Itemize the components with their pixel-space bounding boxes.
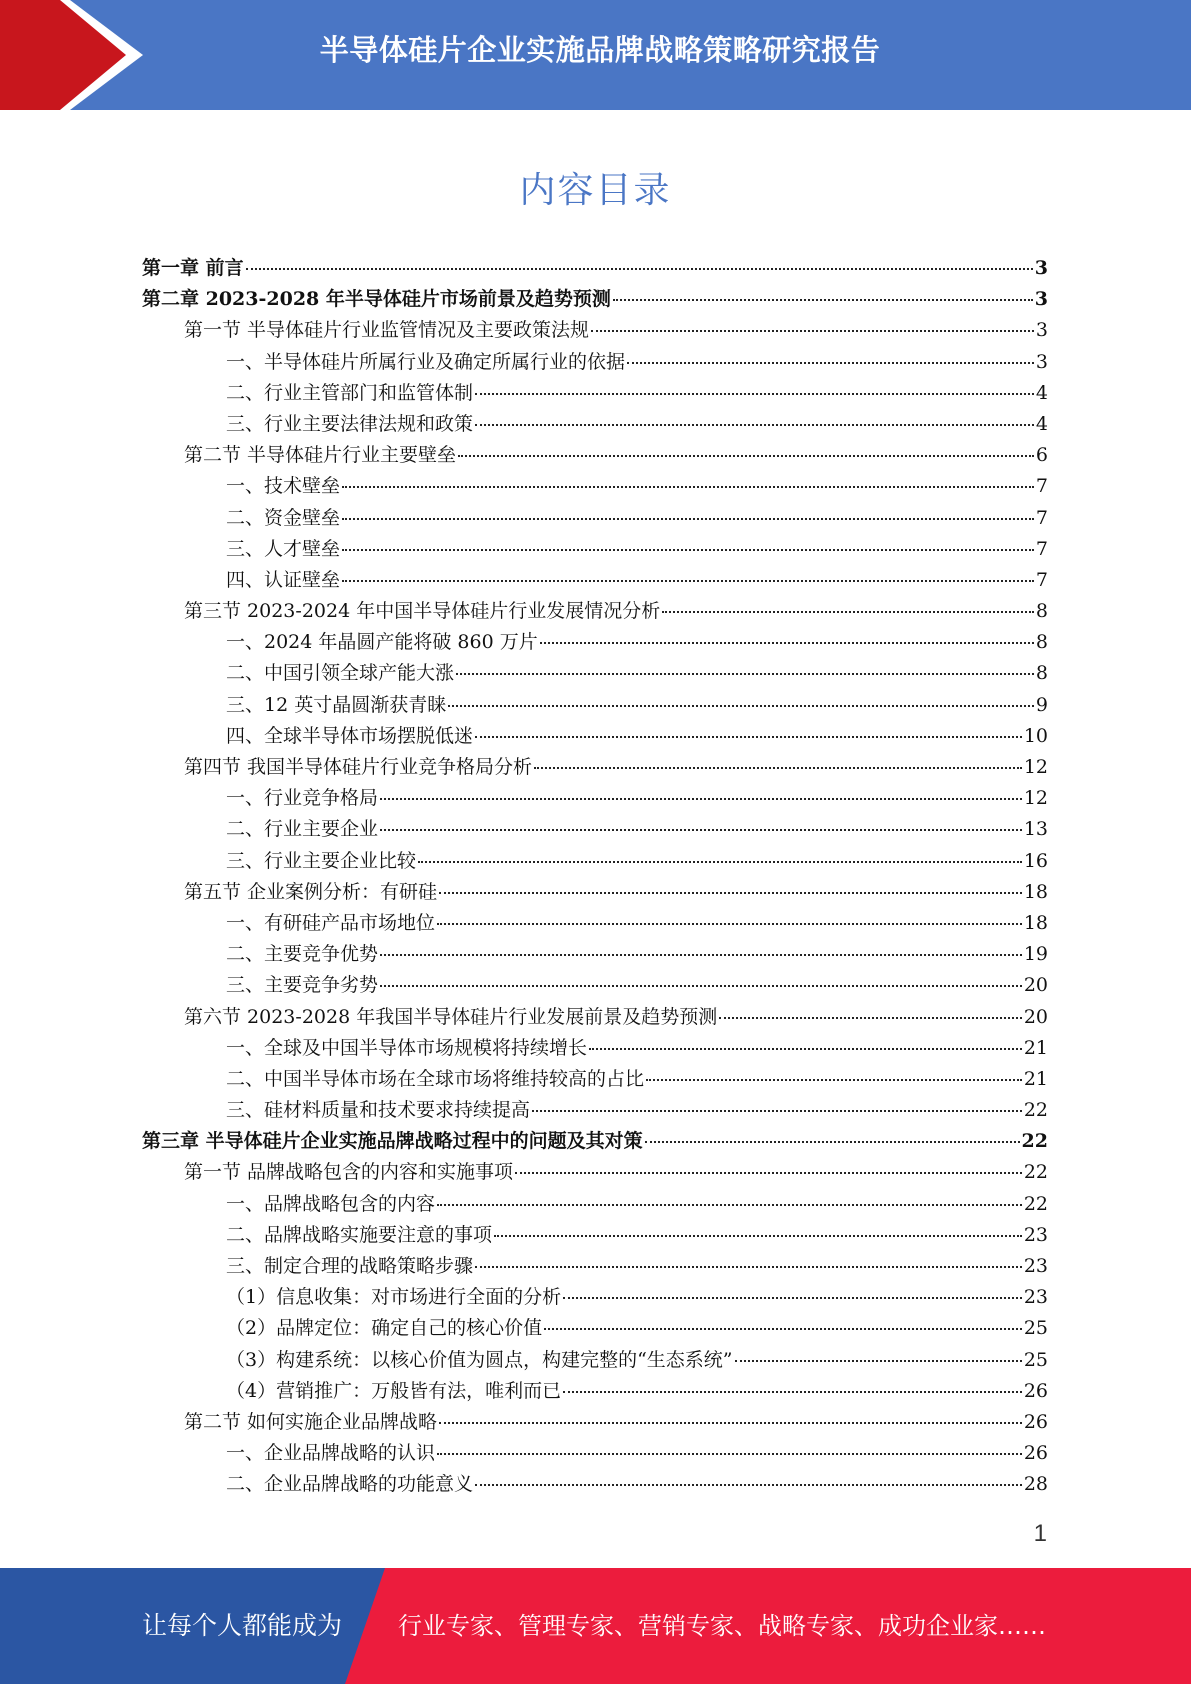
toc-dot-leader [494,1235,1022,1237]
toc-entry-page: 20 [1023,974,1048,997]
toc-entry[interactable] [142,1438,1048,1469]
toc-entry[interactable] [142,721,1048,752]
toc-entry-page: 21 [1023,1067,1048,1090]
toc-entry-label: 第一节 半导体硅片行业监管情况及主要政策法规 [184,319,590,342]
toc-entry[interactable] [142,1064,1048,1095]
toc-entry[interactable] [142,471,1048,502]
toc-entry-label: 第二章 2023-2028 年半导体硅片市场前景及趋势预测 [142,288,611,311]
toc-entry[interactable] [142,378,1048,409]
toc-entry-label: 第二节 如何实施企业品牌战略 [184,1410,438,1433]
toc-entry-label: 第一节 品牌战略包含的内容和实施事项 [184,1161,514,1184]
toc-entry-page: 7 [1035,568,1048,591]
toc-entry-page: 3 [1034,288,1048,311]
toc-entry-page: 26 [1023,1442,1048,1465]
toc-entry-page: 23 [1023,1255,1048,1277]
toc-entry-label: 二、行业主管部门和监管体制 [226,381,474,404]
toc-entry-label: 第四节 我国半导体硅片行业竞争格局分析 [184,756,533,778]
toc-entry-page: 12 [1023,756,1048,778]
toc-entry-label: 一、技术壁垒 [226,475,341,498]
toc-entry-label: 第五节 企业案例分析：有研硅 [184,880,438,903]
toc-entry-label: 二、行业主要企业 [226,818,379,841]
toc-entry-page: 21 [1023,1036,1048,1059]
toc-dot-leader [439,892,1022,894]
toc-entry-page: 23 [1023,1286,1048,1309]
toc-dot-leader [439,1422,1022,1424]
toc-dot-leader [342,549,1034,551]
toc-entry-page: 18 [1023,880,1048,903]
toc-entry-page: 7 [1035,506,1048,529]
toc-entry-page: 26 [1023,1379,1048,1402]
toc-entry[interactable] [142,253,1048,284]
page-header [0,0,1191,110]
toc-entry-page: 6 [1035,444,1048,467]
toc-entry[interactable] [142,1376,1048,1407]
toc-dot-leader [591,330,1034,332]
toc-entry-label: 三、12 英寸晶圆渐获青睐 [226,693,447,716]
toc-dot-leader [475,424,1034,426]
toc-entry-label: 二、中国引领全球产能大涨 [226,662,455,685]
toc-entry-label: 二、品牌战略实施要注意的事项 [226,1223,493,1246]
toc-entry-label: 四、认证壁垒 [226,568,341,591]
toc-entry[interactable] [142,534,1048,565]
toc-entry-page: 18 [1023,911,1048,934]
toc-entry-page: 22 [1023,1161,1048,1184]
toc-entry-label: 一、全球及中国半导体市场规模将持续增长 [226,1036,588,1059]
toc-entry[interactable] [142,1407,1048,1438]
toc-entry[interactable] [142,409,1048,440]
toc-dot-leader [380,954,1022,956]
toc-dot-leader [719,1017,1022,1019]
toc-dot-leader [515,1172,1022,1174]
toc-dot-leader [735,1360,1022,1362]
toc-dot-leader [437,1453,1022,1455]
toc-entry-page: 22 [1023,1099,1048,1122]
toc-entry-label: 三、制定合理的战略策略步骤 [226,1255,474,1277]
toc-entry[interactable] [142,1220,1048,1251]
toc-dot-leader [627,362,1034,364]
toc-entry[interactable] [142,1251,1048,1282]
toc-entry[interactable] [142,1282,1048,1313]
toc-entry[interactable] [142,1189,1048,1220]
toc-dot-leader [662,611,1034,613]
toc-entry-label: 第六节 2023-2028 年我国半导体硅片行业发展前景及趋势预测 [184,1005,718,1028]
toc-entry[interactable] [142,783,1048,814]
table-of-contents [142,253,1048,1501]
toc-dot-leader [613,299,1033,301]
toc-dot-leader [448,705,1034,707]
toc-dot-leader [380,798,1022,800]
toc-entry[interactable] [142,627,1048,658]
toc-entry-label: 三、人才壁垒 [226,537,341,560]
toc-dot-leader [563,1297,1022,1299]
toc-entry[interactable] [142,658,1048,689]
toc-entry-label: 第三章 半导体硅片企业实施品牌战略过程中的问题及其对策 [142,1130,643,1153]
toc-entry-page: 3 [1035,319,1048,342]
toc-entry-page: 8 [1035,631,1048,654]
toc-dot-leader [475,393,1034,395]
toc-entry-label: 第二节 半导体硅片行业主要壁垒 [184,444,457,467]
toc-entry[interactable] [142,440,1048,471]
toc-entry-label: 一、2024 年晶圆产能将破 860 万片 [226,631,538,654]
toc-dot-leader [437,1204,1022,1206]
toc-entry-page: 20 [1023,1005,1048,1028]
toc-dot-leader [544,1328,1022,1330]
toc-dot-leader [540,642,1034,644]
toc-entry-page: 22 [1021,1130,1048,1153]
toc-entry-page: 23 [1023,1223,1048,1246]
toc-entry[interactable] [142,814,1048,845]
toc-entry-label: 二、主要竞争优势 [226,943,379,966]
toc-dot-leader [458,455,1034,457]
toc-entry-page: 7 [1035,475,1048,498]
toc-entry-page: 8 [1035,600,1048,623]
toc-entry[interactable] [142,970,1048,1001]
report-title: 半导体硅片企业实施品牌战略策略研究报告 [319,33,881,67]
toc-entry-label: （4）营销推广：万般皆有法，唯利而已 [226,1379,562,1402]
toc-entry-label: 一、行业竞争格局 [226,787,379,810]
toc-entry-page: 25 [1023,1348,1048,1371]
toc-dot-leader [475,1484,1022,1486]
toc-entry-page: 8 [1035,662,1048,685]
toc-entry[interactable] [142,1469,1048,1500]
footer-roles: 行业专家、管理专家、营销专家、战略专家、成功企业家…… [398,1612,1046,1640]
toc-entry-label: 三、行业主要企业比较 [226,849,417,872]
toc-entry-page: 22 [1023,1192,1048,1215]
toc-dot-leader [342,580,1034,582]
toc-dot-leader [532,1110,1022,1112]
toc-entry-page: 3 [1035,350,1048,373]
toc-entry[interactable] [142,1002,1048,1033]
toc-entry-label: 第一章 前言 [142,257,244,279]
toc-dot-leader [589,1048,1022,1050]
toc-entry[interactable] [142,1313,1048,1344]
toc-entry-label: （3）构建系统：以核心价值为圆点，构建完整的“生态系统” [226,1348,733,1371]
toc-dot-leader [437,923,1022,925]
toc-entry-page: 28 [1023,1473,1048,1496]
toc-entry-page: 25 [1023,1317,1048,1340]
toc-dot-leader [534,767,1022,769]
toc-entry[interactable] [142,284,1048,315]
toc-entry[interactable] [142,1033,1048,1064]
toc-entry-page: 9 [1035,693,1048,716]
page-number: 1 [1033,1520,1047,1547]
toc-entry[interactable] [142,939,1048,970]
toc-entry[interactable] [142,315,1048,346]
toc-entry-page: 26 [1023,1410,1048,1433]
footer-slogan: 让每个人都能成为 [142,1611,343,1640]
toc-entry-label: 第三节 2023-2024 年中国半导体硅片行业发展情况分析 [184,600,661,623]
toc-entry-page: 16 [1023,849,1048,872]
toc-entry-page: 3 [1034,257,1048,279]
toc-entry-label: 二、资金壁垒 [226,506,341,529]
toc-entry[interactable] [142,846,1048,877]
toc-entry-label: 二、企业品牌战略的功能意义 [226,1473,474,1496]
toc-entry-label: 三、主要竞争劣势 [226,974,379,997]
toc-entry-page: 12 [1023,787,1048,810]
toc-entry-page: 10 [1023,724,1048,747]
toc-entry-label: 三、硅材料质量和技术要求持续提高 [226,1099,531,1122]
toc-entry-page: 13 [1023,818,1048,841]
toc-entry[interactable] [142,1095,1048,1126]
page-footer [0,1568,1191,1684]
toc-entry[interactable] [142,596,1048,627]
toc-entry-label: 一、品牌战略包含的内容 [226,1192,436,1215]
toc-dot-leader [646,1079,1022,1081]
toc-dot-leader [246,268,1033,270]
toc-entry-page: 19 [1023,943,1048,966]
toc-entry-label: 二、中国半导体市场在全球市场将维持较高的占比 [226,1067,645,1090]
toc-entry-label: 三、行业主要法律法规和政策 [226,412,474,435]
toc-entry-page: 7 [1035,537,1048,560]
toc-entry[interactable] [142,877,1048,908]
toc-dot-leader [342,518,1034,520]
toc-heading: 内容目录 [519,170,672,211]
toc-dot-leader [380,829,1022,831]
toc-dot-leader [380,985,1022,987]
toc-entry[interactable] [142,503,1048,534]
toc-entry-label: （2）品牌定位：确定自己的核心价值 [226,1317,543,1340]
toc-dot-leader [475,1266,1022,1268]
toc-entry[interactable] [142,690,1048,721]
toc-dot-leader [475,736,1022,738]
toc-entry[interactable] [142,1157,1048,1188]
toc-dot-leader [418,861,1022,863]
toc-entry-label: （1）信息收集：对市场进行全面的分析 [226,1286,562,1309]
toc-dot-leader [456,673,1034,675]
toc-entry[interactable] [142,1126,1048,1157]
toc-entry[interactable] [142,347,1048,378]
toc-dot-leader [563,1391,1022,1393]
toc-entry[interactable] [142,1345,1048,1376]
toc-entry-label: 一、有研硅产品市场地位 [226,911,436,934]
toc-entry[interactable] [142,565,1048,596]
toc-dot-leader [645,1141,1020,1143]
toc-entry[interactable] [142,908,1048,939]
toc-entry-label: 一、半导体硅片所属行业及确定所属行业的依据 [226,350,626,373]
toc-entry-page: 4 [1035,381,1048,404]
toc-entry[interactable] [142,752,1048,783]
toc-entry-label: 一、企业品牌战略的认识 [226,1442,436,1465]
toc-entry-page: 4 [1035,412,1048,435]
toc-entry-label: 四、全球半导体市场摆脱低迷 [226,724,474,747]
toc-dot-leader [342,486,1034,488]
